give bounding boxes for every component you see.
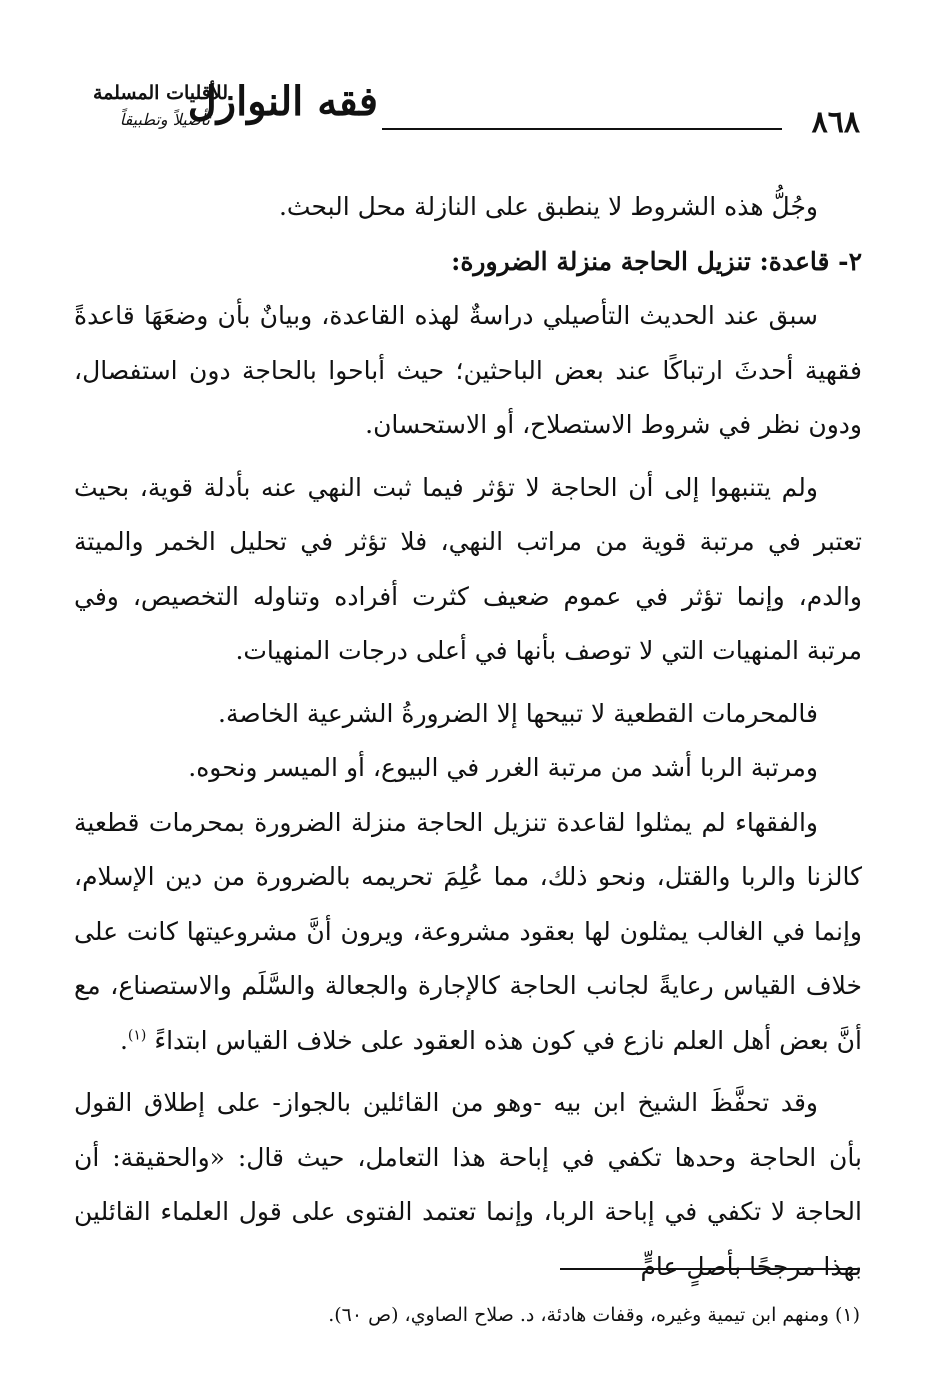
paragraph: ومرتبة الربا أشد من مرتبة الغرر في البيوع، أو الميسر ونحوه. <box>188 753 818 782</box>
paragraph: وقد تحفَّظَ الشيخ ابن بيه -وهو من القائلين بالجواز- على إطلاق القول بأن الحاجة وحدها تكفي في إباحة هذا التعامل، حيث قال: «والحقيقة: أن الحاجة لا تكفي في إباحة الربا، وإنما تعتمد الفتوى على قول العلماء القائلين بهذا مرجحًا بأصلٍ عامٍّ <box>74 1088 862 1281</box>
footnote: (١) ومنهم ابن تيمية وغيره، وقفات هادئة، د. صلاح الصاوي، (ص ٦٠). <box>328 1304 860 1326</box>
paragraph-with-footnote <box>74 796 862 1069</box>
paragraph: سبق عند الحديث التأصيلي دراسةٌ لهذه القاعدة، وبيانٌ بأن وضعَهَا قاعدةً فقهية أحدثَ ارتباكًا عند بعض الباحثين؛ حيث أباحوا بالحاجة دون استفصال، ودون نظر في شروط الاستصلاح، أو الاستحسان. <box>74 301 862 439</box>
main-text <box>74 180 862 1294</box>
footnote-reference[interactable]: (١) <box>127 1027 147 1044</box>
running-title <box>78 78 378 158</box>
page-header <box>78 78 860 158</box>
section-heading: ٢- قاعدة: تنزيل الحاجة منزلة الضرورة: <box>451 246 862 276</box>
book-tagline: تأصيلاً وتطبيقاً <box>119 110 210 129</box>
paragraph: وجُلُّ هذه الشروط لا ينطبق على النازلة محل البحث. <box>278 192 818 221</box>
paragraph-end-mark: . <box>119 1025 128 1055</box>
paragraph-text: والفقهاء لم يمثلوا لقاعدة تنزيل الحاجة منزلة الضرورة بمحرمات قطعية كالزنا والربا والقتل، ونحو ذلك، مما عُلِمَ تحريمه بالضرورة من دين الإسلام، وإنما في الغالب يمثلون لها بعقود مشروعة، ويرون أنَّ مشروعيتها كانت على خلاف القياس رعايةً لجانب الحاجة كالإجارة والجعالة والسَّلَم والاستصناع، مع أنَّ بعض أهل العلم نازع في كون هذه العقود على خلاف القياس ابتداءً <box>74 807 862 1055</box>
book-title: فقه النوازل <box>187 78 378 125</box>
book-subtitle: للأقليات المسلمة <box>93 82 228 104</box>
paragraph: فالمحرمات القطعية لا تبيحها إلا الضرورةُ الشرعية الخاصة. <box>218 698 818 728</box>
paragraph: ولم يتنبهوا إلى أن الحاجة لا تؤثر فيما ثبت النهي عنه بأدلة قوية، بحيث تعتبر في مرتبة قوية من مراتب النهي، فلا تؤثر في تحليل الخمر والميتة والدم، وإنما تؤثر في عموم ضعيف كثرت أفراده وتناوله التخصيص، وفي مرتبة المنهيات التي لا توصف بأنها في أعلى درجات المنهيات. <box>74 472 862 665</box>
page-number: ٨٦٨ <box>811 105 860 140</box>
footnote-separator <box>560 1268 860 1270</box>
header-rule <box>382 128 782 130</box>
